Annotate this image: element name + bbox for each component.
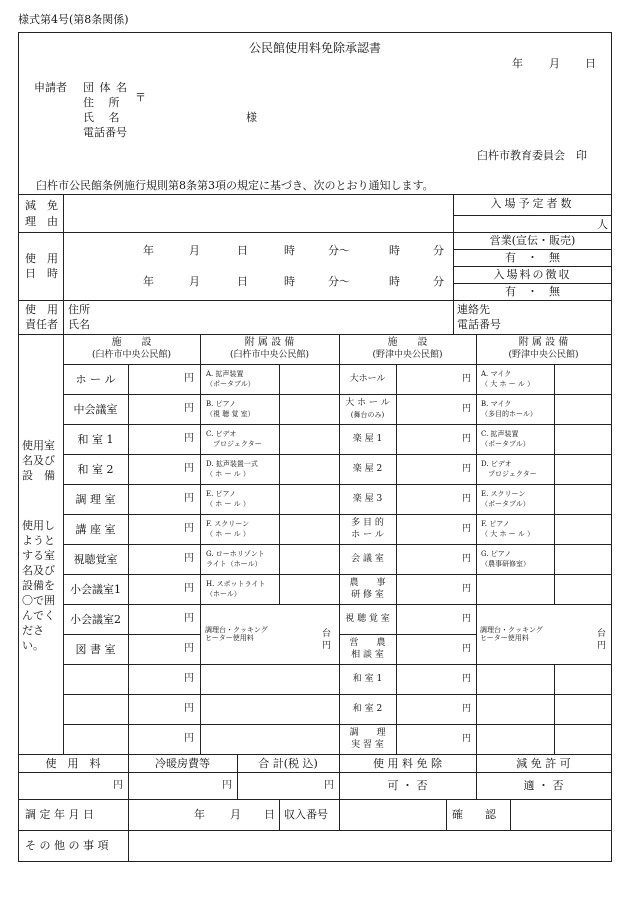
- room-name-sub: 実 習 室: [351, 740, 384, 750]
- col-header-title: 附 属 設 備: [244, 337, 295, 348]
- equipment-item-sub: プロジェクター: [481, 470, 537, 478]
- grid-line: [453, 266, 612, 267]
- time-row1-hour2: 時: [389, 244, 400, 257]
- col-header-sub: (野津中央公民館): [372, 350, 443, 360]
- grid-line: [554, 364, 555, 604]
- room-fee-yen: 円: [462, 404, 472, 414]
- room-name: ホ ー ル: [75, 373, 116, 386]
- attendance-unit: 人: [597, 218, 608, 231]
- room-name: 会 議 室: [351, 554, 384, 564]
- time-row1-minute2: 分: [433, 244, 444, 257]
- frame-right: [611, 32, 612, 862]
- permit-label: 減 免 許 可: [516, 757, 571, 770]
- grid-line: [18, 300, 612, 301]
- fee-label: 使 用 料: [45, 757, 101, 770]
- equipment-item: G. ローホリゾント: [206, 550, 265, 558]
- grid-line: [339, 799, 340, 831]
- grid-line: [453, 194, 454, 335]
- grid-line: [18, 799, 612, 800]
- grid-line: [396, 364, 397, 754]
- facilities-note-line: ようと: [22, 534, 55, 547]
- room-name: 多 目 的: [351, 518, 384, 528]
- time-row1-hour: 時: [284, 244, 295, 257]
- issuer: 臼杵市教育委員会 印: [477, 149, 587, 162]
- frame-top: [18, 32, 612, 33]
- room-fee-yen: 円: [184, 493, 194, 504]
- room-fee-yen: 円: [184, 433, 194, 444]
- equipment-item: A. 拡声装置: [206, 370, 244, 378]
- cooking-fee-a: [205, 626, 300, 642]
- room-name-sub: 相 談 室: [351, 650, 384, 660]
- room-fee-yen: 円: [184, 673, 194, 684]
- grid-line: [453, 249, 612, 250]
- contact-label: 連絡先: [457, 303, 490, 316]
- col-header-sub: (臼杵市中央公民館): [229, 350, 310, 360]
- room-fee-yen: 円: [462, 734, 472, 744]
- room-fee-yen: 円: [462, 644, 472, 654]
- room-name-sub: ホ ー ル: [351, 530, 384, 540]
- room-fee-yen: 円: [462, 524, 472, 534]
- document-title: 公民館使用料免除承認書: [248, 41, 381, 55]
- facilities-note-line: い。: [22, 639, 44, 652]
- equipment-item: G. ピアノ: [481, 550, 512, 558]
- room-fee-yen: 円: [184, 523, 194, 534]
- equipment-item-sub: （ポータブル）: [481, 500, 530, 508]
- equipment-item-sub: （農事研修室）: [481, 560, 530, 568]
- postal-mark: 〒: [135, 91, 146, 104]
- room-fee-yen: 円: [184, 463, 194, 474]
- grid-line: [339, 334, 340, 754]
- equipment-item: E. ピアノ: [206, 490, 236, 498]
- time-row1-year: 年: [143, 244, 154, 257]
- grid-line: [63, 424, 612, 425]
- room-fee-yen: 円: [462, 554, 472, 564]
- grid-line: [63, 364, 612, 365]
- address-label: 住 所: [83, 96, 120, 109]
- room-name: 楽 屋 3: [352, 494, 383, 504]
- grid-line: [18, 232, 612, 233]
- equipment-item-sub: （ポータブル）: [481, 440, 530, 448]
- grid-line: [63, 334, 64, 754]
- facilities-note-line: 名及び: [22, 564, 55, 577]
- equipment-item: B. マイク: [481, 400, 512, 408]
- responsible-label-2: 責任者: [25, 318, 58, 331]
- aircon-yen: 円: [222, 780, 232, 791]
- frame-bottom: [18, 861, 612, 862]
- grid-line: [279, 799, 280, 831]
- time-row1-day: 日: [237, 244, 248, 257]
- grid-line: [63, 664, 612, 665]
- responsible-label-1: 使 用: [25, 303, 58, 316]
- time-row2-minute-to: 分～: [328, 275, 350, 288]
- room-fee-yen: 円: [462, 494, 472, 504]
- room-name: 調 理: [349, 728, 386, 738]
- equipment-item-sub: （多目的ホール）: [481, 410, 537, 418]
- facilities-main-line: 使用室: [22, 439, 55, 452]
- grid-line: [63, 394, 612, 395]
- equipment-item-sub: （ 大 ホ ー ル ）: [481, 380, 535, 388]
- grid-line: [63, 454, 612, 455]
- usage-time-label-2: 日 時: [25, 267, 58, 280]
- time-row1-minute-to: 分～: [328, 244, 350, 257]
- room-name: 小会議室2: [70, 613, 121, 626]
- time-row2-day: 日: [237, 275, 248, 288]
- room-name: 視聴覚室: [73, 553, 118, 566]
- room-fee-yen: 円: [184, 583, 194, 594]
- facilities-note-line: する室: [22, 549, 55, 562]
- col-header-title: 施 設: [111, 337, 152, 348]
- room-name-sub: (舞台のみ): [350, 411, 385, 419]
- equipment-item-sub: （ ホ ー ル ）: [206, 500, 250, 508]
- room-name: 調 理 室: [75, 493, 116, 506]
- time-row2-hour: 時: [284, 275, 295, 288]
- equipment-item: D. ビデオ: [481, 460, 512, 468]
- facilities-note-line: 設備を: [22, 579, 55, 592]
- room-fee-yen: 円: [462, 464, 472, 474]
- confirm-label: 確 認: [452, 808, 496, 821]
- room-fee-yen: 円: [462, 374, 472, 384]
- equipment-item-sub: （ ホ ー ル ）: [206, 470, 250, 478]
- adjust-date-label: 調 定 年 月 日: [25, 808, 94, 821]
- grid-line: [453, 283, 612, 284]
- facilities-note-line: ださ: [22, 624, 44, 637]
- equipment-item: C. 拡声装置: [481, 430, 519, 438]
- adjust-day: 日: [264, 808, 275, 821]
- room-fee-yen: 円: [184, 373, 194, 384]
- exempt-choice: 可 ・ 否: [387, 779, 428, 792]
- grid-line: [510, 799, 511, 831]
- room-name: 和 室 2: [352, 704, 383, 714]
- equipment-item: D. 拡声装置一式: [206, 460, 258, 468]
- col-header-sub: (臼杵市中央公民館): [91, 350, 172, 360]
- grid-line: [18, 334, 612, 335]
- grid-line: [446, 799, 447, 831]
- grid-line: [554, 664, 555, 754]
- grid-line: [63, 484, 612, 485]
- equipment-item-sub: （ホール）: [206, 590, 241, 598]
- room-fee-yen: 円: [184, 613, 194, 624]
- room-name: 楽 屋 2: [352, 464, 383, 474]
- cooking-fee-line: ヒーター使用料: [205, 634, 254, 643]
- room-fee-yen: 円: [462, 704, 472, 714]
- group-name-label: 団 体 名: [83, 81, 128, 94]
- equipment-item: B. ピアノ: [206, 400, 237, 408]
- room-fee-yen: 円: [184, 403, 194, 414]
- room-fee-yen: 円: [184, 553, 194, 564]
- date-year: 年: [512, 57, 523, 70]
- col-header-sub: (野津中央公民館): [508, 350, 579, 360]
- responsible-address-label: 住所: [68, 303, 90, 316]
- equipment-item: A. マイク: [481, 370, 512, 378]
- time-row2-hour2: 時: [389, 275, 400, 288]
- responsible-name-label: 氏名: [68, 318, 90, 331]
- grid-line: [63, 574, 612, 575]
- grid-line: [200, 334, 201, 754]
- exempt-label: 使 用 料 免 除: [373, 757, 442, 770]
- business-choice: 有 ・ 無: [505, 251, 560, 264]
- room-fee-yen: 円: [184, 733, 194, 744]
- room-name: 楽 屋 1: [352, 434, 383, 444]
- total-yen: 円: [324, 780, 334, 791]
- room-fee-yen: 円: [184, 703, 194, 714]
- room-fee-yen: 円: [462, 674, 472, 684]
- reason-label-2: 理 由: [25, 215, 58, 228]
- grid-line: [476, 334, 477, 754]
- other-items-label: そ の 他 の 事 項: [25, 839, 109, 852]
- cooking-fee-a-unit2: 円: [322, 641, 332, 651]
- name-label: 氏 名: [83, 111, 120, 124]
- room-fee-yen: 円: [184, 643, 194, 654]
- adjust-month: 月: [230, 808, 241, 821]
- time-row2-year: 年: [143, 275, 154, 288]
- cooking-fee-b-unit2: 円: [597, 641, 607, 651]
- grid-line: [63, 194, 64, 335]
- equipment-item: E. スクリーン: [481, 490, 526, 498]
- equipment-item-sub: （視 聴 覚 室）: [206, 410, 255, 418]
- equipment-item: F. スクリーン: [206, 520, 250, 528]
- grid-line: [63, 544, 612, 545]
- admission-choice: 有 ・ 無: [505, 285, 560, 298]
- applicant-label: 申請者: [34, 81, 67, 94]
- cooking-fee-line: ヒーター使用料: [480, 634, 529, 643]
- cooking-fee-a-unit1: 台: [322, 629, 332, 639]
- cooking-fee-line: 調理台・クッキング: [205, 626, 268, 634]
- facilities-note-line: 使用し: [22, 519, 55, 532]
- equipment-item-sub: （ポータブル）: [206, 380, 255, 388]
- room-name: 営 農: [349, 638, 386, 648]
- time-row2-minute2: 分: [433, 275, 444, 288]
- reason-label-1: 減 免: [25, 199, 58, 212]
- room-name: 和 室 1: [352, 674, 383, 684]
- grid-line: [18, 194, 612, 195]
- room-name: 図 書 室: [75, 643, 116, 656]
- form-number: 様式第4号(第8条関係): [18, 13, 129, 26]
- room-name: 和 室 2: [77, 463, 114, 476]
- notice-text: 臼杵市公民館条例施行規則第8条第3項の規定に基づき、次のとおり通知します。: [36, 179, 434, 192]
- equipment-item-sub: ライト（ホール）: [206, 560, 262, 568]
- col-header-title: 施 設: [387, 337, 428, 348]
- usage-time-label-1: 使 用: [25, 252, 58, 265]
- facilities-note-line: んでく: [22, 609, 55, 622]
- equipment-item-sub: （ 大 ホ ー ル ）: [481, 530, 535, 538]
- room-name: 大ホール: [349, 374, 386, 384]
- facilities-main-label: [22, 438, 55, 483]
- grid-line: [18, 754, 612, 755]
- fee-yen: 円: [113, 780, 123, 791]
- facilities-note-line: 〇で囲: [22, 594, 55, 607]
- room-name: 視 聴 覚 室: [345, 614, 390, 624]
- grid-line: [128, 799, 129, 862]
- room-name: 農 事: [349, 578, 386, 588]
- facilities-note: [22, 518, 55, 653]
- grid-line: [279, 364, 280, 604]
- col-header-title: 附 属 設 備: [518, 337, 569, 348]
- grid-line: [18, 772, 612, 773]
- equipment-item-sub: （ ホ ー ル ）: [206, 530, 250, 538]
- permit-choice: 適 ・ 否: [523, 779, 564, 792]
- room-name: 和 室 1: [77, 433, 114, 446]
- admission-label: 入場料の徴収: [493, 268, 572, 281]
- adjust-year: 年: [194, 808, 205, 821]
- room-name: 大 ホ ー ル: [345, 398, 390, 408]
- grid-line: [339, 634, 476, 635]
- business-label: 営業(宣伝・販売): [489, 234, 576, 247]
- date-month: 月: [549, 57, 560, 70]
- total-label: 合 計(税 込): [258, 757, 318, 770]
- grid-line: [63, 634, 201, 635]
- attendance-label: 入場予定者数: [490, 197, 575, 210]
- room-fee-yen: 円: [462, 584, 472, 594]
- room-name: 中会議室: [73, 403, 118, 416]
- receipt-number-label: 収入番号: [284, 808, 328, 821]
- time-row2-month: 月: [189, 275, 200, 288]
- equipment-item: F. ピアノ: [481, 520, 510, 528]
- cooking-fee-b-unit1: 台: [597, 629, 607, 639]
- cooking-fee-line: 調理台・クッキング: [480, 626, 543, 634]
- grid-line: [63, 604, 612, 605]
- room-name: 講 座 室: [75, 523, 116, 536]
- equipment-item: C. ビデオ: [206, 430, 237, 438]
- facilities-main-line: 設 備: [22, 469, 55, 482]
- sama-suffix: 様: [246, 111, 257, 124]
- time-row1-month: 月: [189, 244, 200, 257]
- room-name: 小会議室1: [70, 583, 121, 596]
- grid-line: [128, 364, 129, 754]
- equipment-item: H. スポットライト: [206, 580, 266, 588]
- grid-line: [63, 694, 612, 695]
- room-fee-yen: 円: [462, 434, 472, 444]
- grid-line: [63, 724, 612, 725]
- contact-phone-label: 電話番号: [457, 318, 501, 331]
- cooking-fee-b: [480, 626, 575, 642]
- grid-line: [18, 830, 612, 831]
- room-name-sub: 研 修 室: [351, 590, 384, 600]
- frame-left: [18, 32, 19, 862]
- grid-line: [63, 514, 612, 515]
- phone-label: 電話番号: [83, 126, 127, 139]
- grid-line: [453, 215, 612, 216]
- facilities-main-line: 名及び: [22, 454, 55, 467]
- room-fee-yen: 円: [462, 614, 472, 624]
- date-day: 日: [585, 57, 596, 70]
- aircon-label: 冷暖房費等: [155, 757, 210, 770]
- equipment-item-sub: プロジェクター: [206, 440, 262, 448]
